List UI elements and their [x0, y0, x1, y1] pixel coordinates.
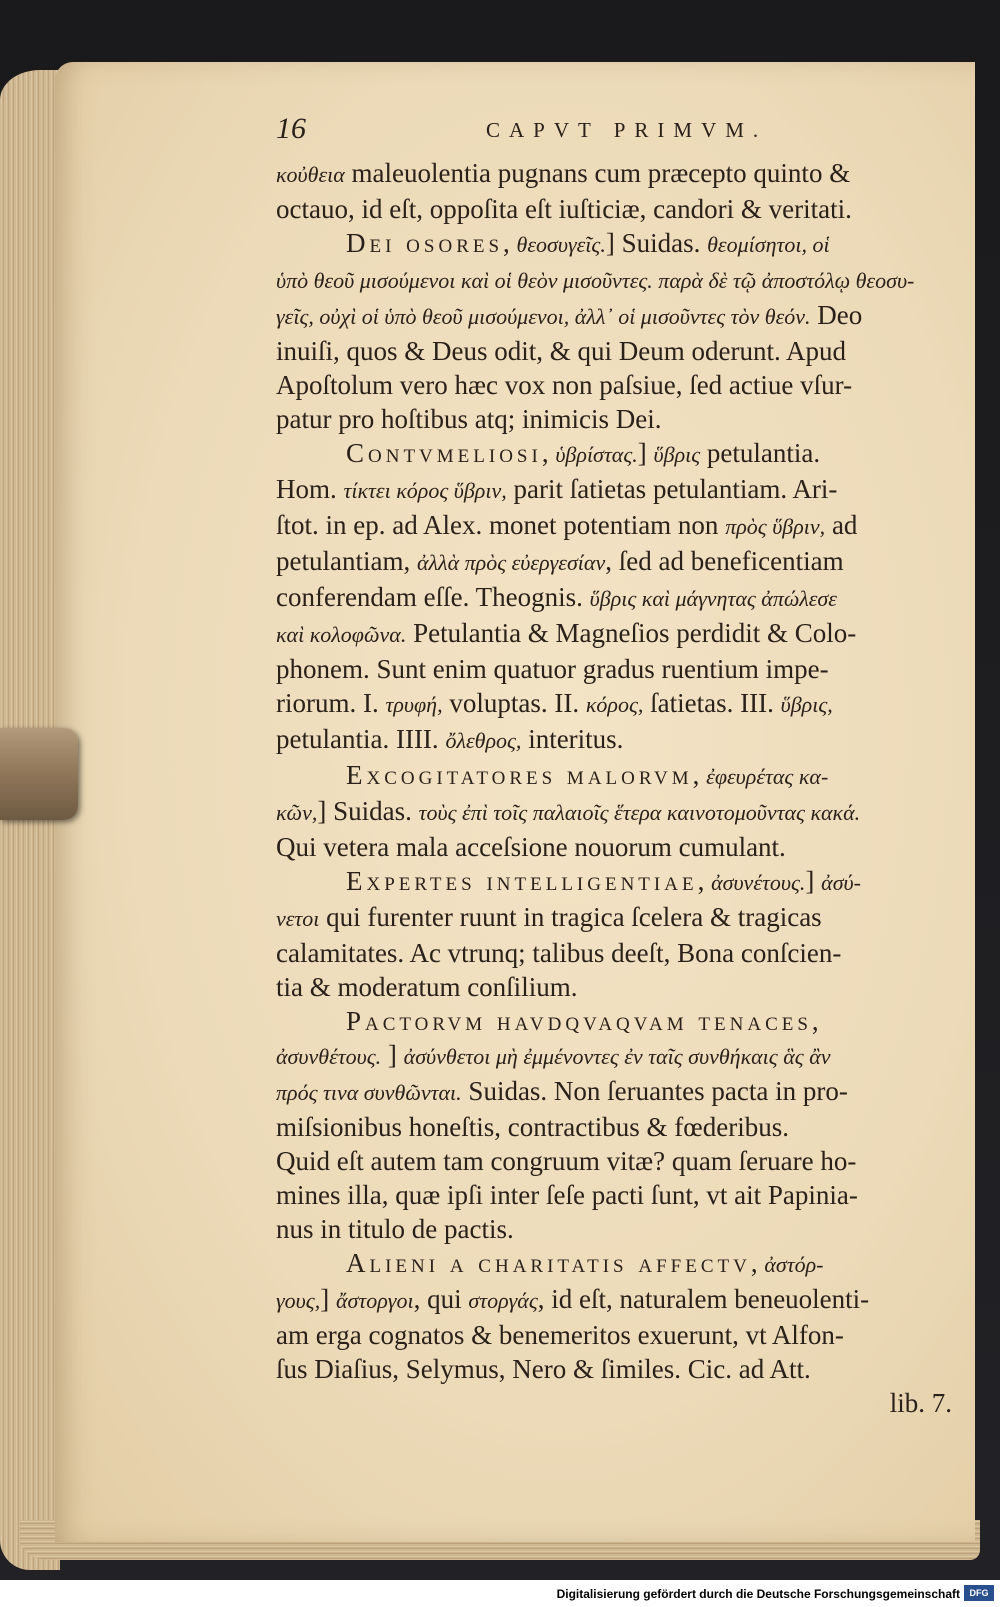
- latin-text: Suidas. Non ſeruantes pacta in pro-: [461, 1076, 848, 1106]
- latin-text: maleuolentia pugnans cum præcepto quinto &: [344, 158, 851, 188]
- lemma-heading: Pactorvm havdqvaqvam tenaces: [346, 1006, 812, 1036]
- latin-text: ,: [811, 1006, 819, 1036]
- text-line: [276, 156, 952, 192]
- greek-text: ἀσυνέτους.: [711, 870, 806, 895]
- text-line: [276, 1110, 952, 1144]
- latin-text: am erga cognatos & benemeritos exuerunt, vt Alfon-: [276, 1320, 844, 1350]
- latin-text: Hom.: [276, 474, 344, 504]
- text-line: [276, 758, 952, 794]
- text-line: [276, 472, 952, 508]
- latin-text: Deo: [810, 300, 863, 330]
- latin-text: Quid eſt autem tam congruum vitæ? quam ſeruare ho-: [276, 1146, 857, 1176]
- latin-text: , id eſt, naturalem beneuolenti-: [537, 1284, 870, 1314]
- latin-text: octauo, id eſt, oppoſita eſt iuſticiæ, candori & veritati.: [276, 194, 852, 224]
- text-line: [276, 580, 952, 616]
- latin-text: Petulantia & Magneſios perdidit & Colo-: [406, 618, 857, 648]
- text-line: [276, 1386, 952, 1420]
- greek-text: πρὸς ὕβριν,: [725, 514, 826, 539]
- latin-text: , qui: [413, 1284, 469, 1314]
- latin-text: inuiſi, quos & Deus odit, & qui Deum oderunt. Apud: [276, 336, 846, 366]
- latin-text: ] Suidas.: [317, 796, 419, 826]
- text-line: [276, 1178, 952, 1212]
- latin-text: tia & moderatum conſilium.: [276, 972, 578, 1002]
- text-line: [276, 1144, 952, 1178]
- greek-text: ἀστόρ-: [764, 1252, 824, 1277]
- latin-text: ad: [825, 510, 858, 540]
- text-line: [276, 1038, 952, 1074]
- latin-text: ]: [320, 1284, 336, 1314]
- latin-text: Qui vetera mala acceſsione nouorum cumulant.: [276, 832, 786, 862]
- latin-text: petulantia. IIII.: [276, 724, 446, 754]
- page-edges-left: [0, 70, 60, 1570]
- latin-text: ,: [541, 438, 556, 468]
- latin-text: ,: [503, 228, 517, 258]
- text-line: [276, 900, 952, 936]
- latin-text: ,: [692, 760, 707, 790]
- greek-text: κοὐθεια: [276, 162, 345, 187]
- text-line: [276, 192, 952, 226]
- digitization-footer: [0, 1580, 1000, 1607]
- book-strap: [0, 728, 78, 820]
- latin-text: lib. 7.: [889, 1388, 952, 1418]
- text-line: [276, 508, 952, 544]
- latin-text: Apoſtolum vero hæc vox non paſsiue, ſed actiue vſur-: [276, 370, 853, 400]
- latin-text: , ſed ad beneficentiam: [605, 546, 844, 576]
- lemma-heading: Dei osores: [346, 228, 504, 258]
- text-line: [276, 1074, 952, 1110]
- greek-text: τρυφή,: [385, 692, 443, 717]
- text-line: [276, 1004, 952, 1038]
- latin-text: petulantiam,: [276, 546, 417, 576]
- text-line: [276, 226, 952, 262]
- lemma-heading: Contvmeliosi: [346, 438, 542, 468]
- greek-text: καὶ κολοφῶνα.: [276, 622, 407, 647]
- greek-text: ἀσυνθέτους.: [276, 1044, 382, 1069]
- text-line: [276, 1212, 952, 1246]
- latin-text: calamitates. Ac vtrunq; talibus deeſt, Bona conſcien-: [276, 938, 842, 968]
- greek-text: τίκτει κόρος ὕβριν,: [343, 478, 507, 503]
- greek-text: ὕβρις καὶ μάγνητας ἀπώλεσε: [589, 586, 837, 611]
- text-line: [276, 616, 952, 652]
- text-line: [276, 936, 952, 970]
- latin-text: patur pro hoſtibus atq; inimicis Dei.: [276, 404, 662, 434]
- latin-text: qui furenter ruunt in tragica ſcelera & tragicas: [319, 902, 822, 932]
- text-line: [276, 1282, 952, 1318]
- latin-text: voluptas. II.: [442, 688, 586, 718]
- latin-text: ]: [637, 438, 654, 468]
- text-line: [276, 544, 952, 580]
- lemma-heading: Alieni a charitatis affectv: [346, 1248, 751, 1278]
- greek-text: γεῖς, οὐχὶ οἱ ὑπὸ θεοῦ μισούμενοι, ἀλλ᾽ οἱ μισοῦντες τὸν θεόν.: [276, 304, 811, 329]
- greek-text: ὄλεθρος,: [445, 728, 522, 753]
- greek-text: κῶν,: [276, 800, 318, 825]
- greek-text: ὑβρίστας.: [555, 442, 638, 467]
- dfg-logo-icon: DFG: [964, 1585, 994, 1601]
- text-line: [276, 436, 952, 472]
- greek-text: στοργάς: [468, 1288, 538, 1313]
- text-line: [276, 722, 952, 758]
- text-line: [276, 1318, 952, 1352]
- text-line: [276, 1246, 952, 1282]
- greek-text: κόρος,: [585, 692, 644, 717]
- greek-text: ὕβρις: [653, 442, 701, 467]
- latin-text: ,: [750, 1248, 765, 1278]
- text-line: [276, 652, 952, 686]
- greek-text: νετοι: [276, 906, 320, 931]
- greek-text: ἀσύ-: [821, 870, 861, 895]
- latin-text: parit ſatietas petulantiam. Ari-: [506, 474, 838, 504]
- greek-text: πρός τινα συνθῶνται.: [276, 1080, 462, 1105]
- latin-text: ]: [381, 1040, 404, 1070]
- page-number: 16: [276, 112, 306, 145]
- text-line: [276, 864, 952, 900]
- lemma-heading: Excogitatores malorvm: [346, 760, 693, 790]
- latin-text: ] Suidas.: [605, 228, 708, 258]
- latin-text: ſatietas. III.: [643, 688, 781, 718]
- text-line: [276, 830, 952, 864]
- latin-text: conferendam eſſe. Theognis.: [276, 582, 590, 612]
- latin-text: interitus.: [521, 724, 624, 754]
- greek-text: γους,: [276, 1288, 321, 1313]
- text-line: [276, 298, 952, 334]
- greek-text: ὑπὸ θεοῦ μισούμενοι καὶ οἱ θεὸν μισοῦντες. παρὰ δὲ τῷ ἀποστόλῳ θεοσυ-: [276, 268, 915, 293]
- text-line: [276, 686, 952, 722]
- text-line: [276, 402, 952, 436]
- greek-text: ἀσύνθετοι μὴ ἐμμένοντες ἐν ταῖς συνθήκαις ἃς ἂν: [403, 1044, 831, 1069]
- text-line: [276, 1352, 952, 1386]
- text-line: [276, 368, 952, 402]
- latin-text: ſus Diaſius, Selymus, Nero & ſimiles. Cic. ad Att.: [276, 1354, 811, 1384]
- greek-text: ἄστοργοι: [335, 1288, 414, 1313]
- text-line: [276, 794, 952, 830]
- latin-text: ſtot. in ep. ad Alex. monet potentiam non: [276, 510, 726, 540]
- greek-text: ἀλλὰ πρὸς εὐεργεσίαν: [416, 550, 606, 575]
- text-body: [276, 156, 952, 1420]
- running-header: [276, 110, 952, 150]
- text-line: [276, 970, 952, 1004]
- running-title: CAPVT PRIMVM.: [486, 118, 768, 142]
- latin-text: riorum. I.: [276, 688, 386, 718]
- lemma-heading: Expertes intelligentiae: [346, 866, 698, 896]
- latin-text: ]: [805, 866, 822, 896]
- latin-text: ,: [697, 866, 712, 896]
- footer-credit: Digitalisierung gefördert durch die Deutsche Forschungsgemeinschaft: [556, 1587, 960, 1601]
- latin-text: phonem. Sunt enim quatuor gradus ruentium impe-: [276, 654, 829, 684]
- page-content: [276, 110, 952, 1420]
- greek-text: ὕβρις,: [780, 692, 833, 717]
- latin-text: petulantia.: [700, 438, 821, 468]
- greek-text: τοὺς ἐπὶ τοῖς παλαιοῖς ἕτερα καινοτομοῦντας κακά.: [418, 800, 861, 825]
- greek-text: θεοσυγεῖς.: [516, 232, 606, 257]
- text-line: [276, 334, 952, 368]
- greek-text: ἐφευρέτας κα-: [706, 764, 829, 789]
- latin-text: mines illa, quæ ipſi inter ſeſe pacti ſunt, vt ait Papinia-: [276, 1180, 858, 1210]
- greek-text: θεομίσητοι, οἱ: [707, 232, 830, 257]
- text-line: [276, 262, 952, 298]
- latin-text: miſsionibus honeſtis, contractibus & fœderibus.: [276, 1112, 789, 1142]
- latin-text: nus in titulo de pactis.: [276, 1214, 514, 1244]
